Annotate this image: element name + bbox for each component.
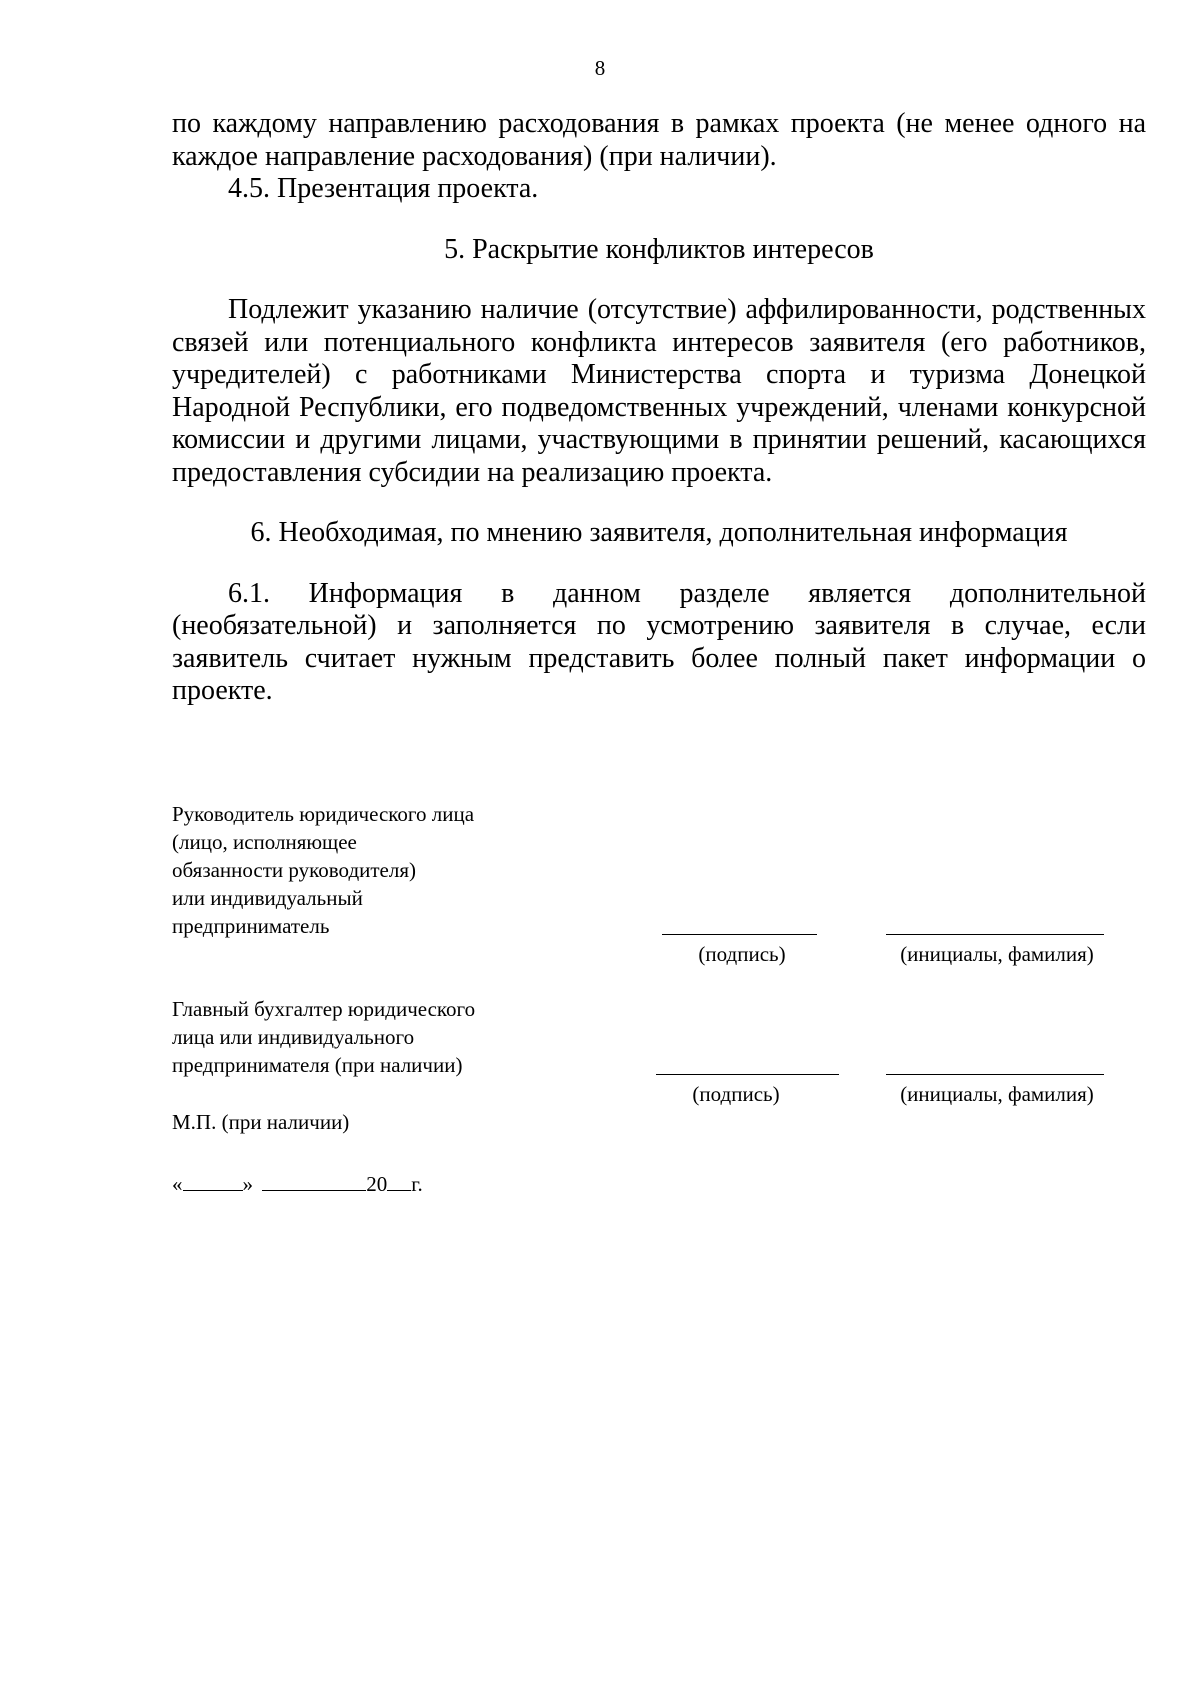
head-title-line: предприниматель [172, 914, 330, 938]
section-heading-6: 6. Необходимая, по мнению заявителя, дополнительная информация [250, 517, 1068, 548]
day-blank [183, 1170, 243, 1191]
signature-block-head [172, 800, 474, 940]
paragraph-conflict: Подлежит указанию наличие (отсутствие) аффилированности, родственных связей или потенциального конфликта интересов заявителя (его работников, учредителей) с работниками Министерства спорта и туризма Донецкой Народной Республики, его подведомственных учреждений, членами конкурсной комиссии и другими лицами, участвующими в принятии решений, касающихся предоставления субсидии на реализацию проекта. [172, 294, 1146, 488]
accountant-name-caption: (инициалы, фамилия) [900, 1082, 1094, 1106]
head-name-caption: (инициалы, фамилия) [900, 942, 1094, 966]
head-title-line: Руководитель юридического лица [172, 802, 475, 826]
accountant-signature-caption: (подпись) [692, 1082, 780, 1106]
month-blank [262, 1170, 366, 1191]
date-line [172, 1170, 423, 1197]
date-open-quote: « [172, 1172, 183, 1196]
stamp-note: М.П. (при наличии) [172, 1110, 350, 1134]
accountant-signature-line [656, 1074, 839, 1075]
accountant-title-line: предпринимателя (при наличии) [172, 1053, 463, 1077]
head-title-line: или индивидуальный [172, 886, 363, 910]
accountant-name-line [886, 1074, 1104, 1075]
accountant-title-line: Главный бухгалтер юридического [172, 997, 476, 1021]
signature-block-accountant [172, 995, 475, 1079]
paragraph-presentation: 4.5. Презентация проекта. [228, 173, 539, 204]
page-number: 8 [594, 56, 606, 80]
paragraph-additional-info: 6.1. Информация в данном разделе является дополнительной (необязательной) и заполняется по усмотрению заявителя в случае, если заявитель считает нужным представить более полный пакет информации о проекте. [172, 577, 1146, 706]
year-prefix: 20 [366, 1172, 388, 1196]
date-close-quote: » [242, 1172, 253, 1196]
year-suffix: г. [411, 1172, 423, 1196]
section-heading-5: 5. Раскрытие конфликтов интересов [444, 233, 874, 265]
main-text [172, 108, 1146, 708]
head-title-line: обязанности руководителя) [172, 858, 417, 882]
accountant-title-line: лица или индивидуального [172, 1025, 415, 1049]
head-signature-caption: (подпись) [698, 942, 786, 966]
head-title-line: (лицо, исполняющее [172, 830, 357, 854]
paragraph-continuation: по каждому направлению расходования в рамках проекта (не менее одного на каждое направление расходования) (при наличии). [172, 108, 1146, 172]
year-blank [387, 1170, 411, 1191]
head-signature-line [662, 934, 817, 935]
head-name-line [886, 934, 1104, 935]
